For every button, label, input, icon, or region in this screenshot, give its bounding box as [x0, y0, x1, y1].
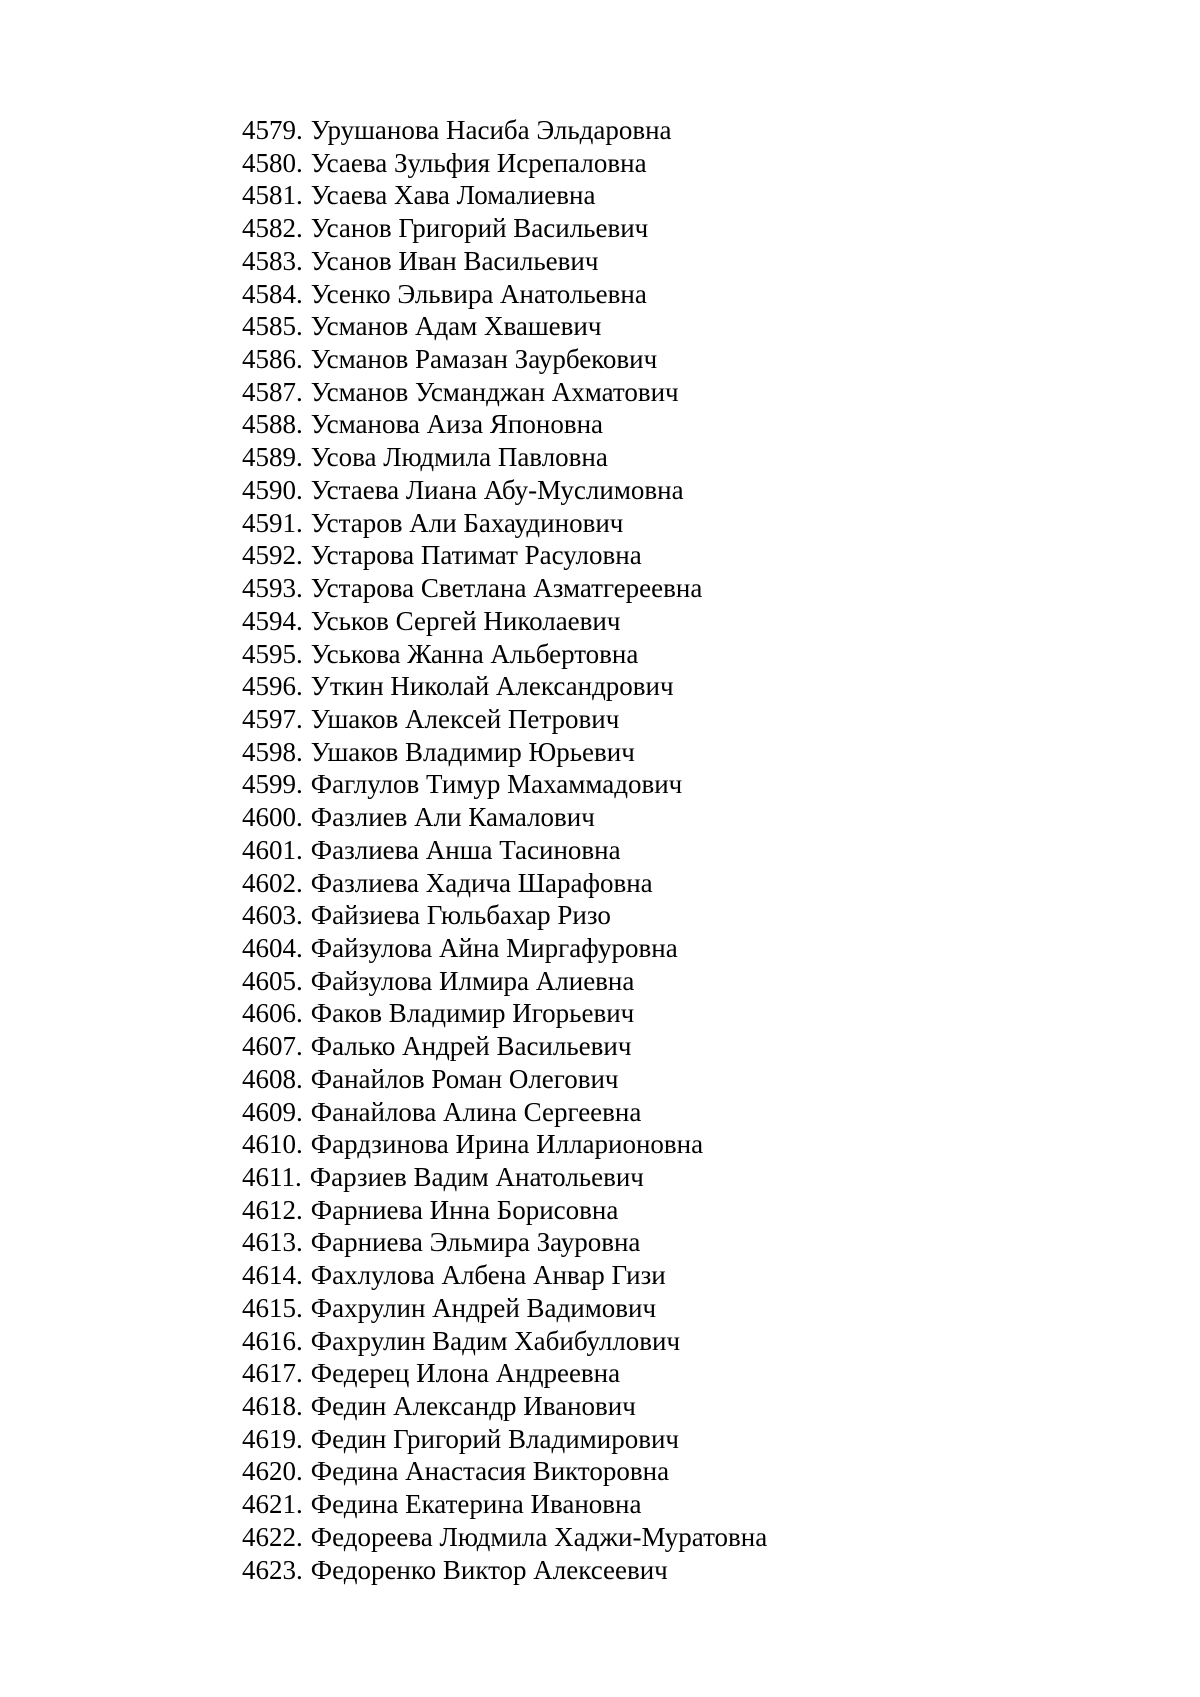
- list-item: [242, 441, 767, 474]
- list-item: [242, 343, 767, 376]
- entry-full-name: Усенко Эльвира Анатольевна: [310, 278, 647, 309]
- entry-number: 4592.: [242, 540, 303, 571]
- list-item: [242, 834, 767, 867]
- entry-full-name: Федин Григорий Владимирович: [310, 1423, 679, 1454]
- entry-number: 4611.: [242, 1162, 302, 1192]
- entry-number: 4621.: [242, 1489, 303, 1520]
- list-item: [242, 965, 767, 998]
- list-item: [242, 1325, 767, 1358]
- list-item: [242, 1259, 767, 1292]
- entry-number: 4588.: [242, 409, 303, 440]
- entry-number: 4605.: [242, 965, 303, 996]
- list-item: [242, 1128, 767, 1161]
- entry-full-name: Устаров Али Бахаудинович: [310, 507, 624, 538]
- list-item: [242, 1554, 767, 1587]
- entry-number: 4604.: [242, 932, 303, 963]
- entry-number: 4584.: [242, 278, 303, 309]
- list-item: [242, 1194, 767, 1227]
- list-item: [242, 801, 767, 834]
- entry-number: 4609.: [242, 1096, 303, 1127]
- list-item: [242, 1226, 767, 1259]
- list-item: [242, 376, 767, 409]
- list-item: [242, 212, 767, 245]
- entry-full-name: Устаева Лиана Абу-Муслимовна: [310, 474, 684, 505]
- list-item: [242, 539, 767, 572]
- list-item: [242, 736, 767, 769]
- list-item: [242, 1030, 767, 1063]
- entry-full-name: Усанов Иван Васильевич: [310, 245, 599, 276]
- entry-full-name: Федина Екатерина Ивановна: [310, 1489, 642, 1520]
- entry-number: 4607.: [242, 1031, 303, 1062]
- entry-full-name: Фарниева Эльмира Зауровна: [310, 1227, 641, 1258]
- entry-number: 4579.: [242, 115, 303, 145]
- list-item: [242, 114, 767, 147]
- list-item: [242, 703, 767, 736]
- entry-number: 4587.: [242, 376, 303, 407]
- entry-number: 4591.: [242, 507, 303, 538]
- entry-number: 4586.: [242, 344, 303, 375]
- list-item: [242, 245, 767, 278]
- entry-full-name: Устарова Патимат Расуловна: [310, 540, 642, 571]
- entry-full-name: Фахрулин Андрей Вадимович: [310, 1292, 657, 1323]
- entry-full-name: Уськов Сергей Николаевич: [310, 605, 621, 636]
- list-item: [242, 1292, 767, 1325]
- entry-full-name: Фардзинова Ирина Илларионовна: [310, 1129, 704, 1160]
- entry-number: 4593.: [242, 573, 303, 604]
- entry-number: 4596.: [242, 671, 303, 702]
- entry-full-name: Усова Людмила Павловна: [310, 442, 608, 473]
- entry-number: 4581.: [242, 180, 303, 211]
- entry-number: 4618.: [242, 1391, 303, 1422]
- entry-number: 4602.: [242, 867, 303, 898]
- entry-full-name: Уткин Николай Александрович: [310, 671, 674, 702]
- entry-number: 4615.: [242, 1292, 303, 1323]
- entry-number: 4600.: [242, 802, 303, 833]
- entry-full-name: Фалько Андрей Васильевич: [310, 1031, 632, 1062]
- list-item: [242, 147, 767, 180]
- list-item: [242, 179, 767, 212]
- entry-full-name: Фарниева Инна Борисовна: [310, 1194, 619, 1225]
- entry-full-name: Файзулова Илмира Алиевна: [310, 965, 635, 996]
- list-item: [242, 408, 767, 441]
- entry-number: 4603.: [242, 900, 303, 931]
- entry-number: 4623.: [242, 1554, 303, 1585]
- list-item: [242, 474, 767, 507]
- list-item: [242, 310, 767, 343]
- entry-full-name: Файзулова Айна Миргафуровна: [310, 932, 678, 963]
- entry-full-name: Фаглулов Тимур Махаммадович: [310, 769, 683, 800]
- entry-full-name: Усманов Адам Хвашевич: [310, 311, 602, 342]
- entry-full-name: Усанов Григорий Васильевич: [310, 213, 649, 244]
- entry-number: 4598.: [242, 736, 303, 767]
- entry-number: 4585.: [242, 311, 303, 342]
- list-item: [242, 1096, 767, 1129]
- list-item: [242, 1357, 767, 1390]
- entry-full-name: Ушаков Алексей Петрович: [310, 703, 620, 734]
- entry-number: 4617.: [242, 1358, 303, 1389]
- entry-full-name: Усаева Хава Ломалиевна: [310, 180, 596, 211]
- entry-full-name: Урушанова Насиба Эльдаровна: [310, 115, 672, 145]
- entry-full-name: Фахрулин Вадим Хабибуллович: [310, 1325, 681, 1356]
- entry-number: 4613.: [242, 1227, 303, 1258]
- list-item: [242, 932, 767, 965]
- list-item: [242, 1161, 767, 1194]
- entry-full-name: Фазлиева Хадича Шарафовна: [310, 867, 653, 898]
- list-item: [242, 899, 767, 932]
- entry-number: 4619.: [242, 1423, 303, 1454]
- list-item: [242, 638, 767, 671]
- entry-full-name: Федина Анастасия Викторовна: [310, 1456, 670, 1487]
- entry-full-name: Фазлиева Анша Тасиновна: [310, 834, 621, 865]
- list-item: [242, 605, 767, 638]
- name-list: [242, 114, 767, 1586]
- list-item: [242, 997, 767, 1030]
- entry-full-name: Фанайлов Роман Олегович: [310, 1063, 619, 1094]
- entry-number: 4610.: [242, 1129, 303, 1160]
- entry-number: 4606.: [242, 998, 303, 1029]
- entry-number: 4620.: [242, 1456, 303, 1487]
- entry-full-name: Федерец Илона Андреевна: [310, 1358, 621, 1389]
- entry-number: 4622.: [242, 1521, 303, 1552]
- entry-full-name: Факов Владимир Игорьевич: [310, 998, 635, 1029]
- entry-number: 4590.: [242, 474, 303, 505]
- entry-number: 4614.: [242, 1260, 303, 1291]
- list-item: [242, 1521, 767, 1554]
- entry-number: 4608.: [242, 1063, 303, 1094]
- list-item: [242, 278, 767, 311]
- list-item: [242, 670, 767, 703]
- entry-full-name: Фазлиев Али Камалович: [310, 802, 595, 833]
- entry-full-name: Уськова Жанна Альбертовна: [310, 638, 639, 669]
- entry-full-name: Федоренко Виктор Алексеевич: [310, 1554, 668, 1585]
- entry-full-name: Файзиева Гюльбахар Ризо: [310, 900, 611, 931]
- entry-number: 4612.: [242, 1194, 303, 1225]
- entry-number: 4595.: [242, 638, 303, 669]
- entry-number: 4582.: [242, 213, 303, 244]
- list-item: [242, 1063, 767, 1096]
- entry-full-name: Федореева Людмила Хаджи-Муратовна: [310, 1521, 768, 1552]
- entry-full-name: Устарова Светлана Азматгереевна: [310, 573, 703, 604]
- entry-number: 4601.: [242, 834, 303, 865]
- entry-number: 4599.: [242, 769, 303, 800]
- list-item: [242, 867, 767, 900]
- entry-full-name: Ушаков Владимир Юрьевич: [310, 736, 635, 767]
- list-item: [242, 1488, 767, 1521]
- entry-full-name: Усманов Усманджан Ахматович: [310, 376, 679, 407]
- list-item: [242, 768, 767, 801]
- entry-full-name: Федин Александр Иванович: [310, 1391, 636, 1422]
- entry-number: 4580.: [242, 147, 303, 178]
- list-item: [242, 507, 767, 540]
- entry-full-name: Усманов Рамазан Заурбекович: [310, 344, 658, 375]
- entry-full-name: Фахлулова Албена Анвар Гизи: [310, 1260, 666, 1291]
- entry-full-name: Фанайлова Алина Сергеевна: [310, 1096, 642, 1127]
- entry-number: 4594.: [242, 605, 303, 636]
- list-item: [242, 572, 767, 605]
- entry-number: 4597.: [242, 703, 303, 734]
- entry-full-name: Усманова Аиза Японовна: [310, 409, 604, 440]
- entry-number: 4583.: [242, 245, 303, 276]
- entry-number: 4616.: [242, 1325, 303, 1356]
- list-item: [242, 1390, 767, 1423]
- entry-full-name: Фарзиев Вадим Анатольевич: [309, 1162, 644, 1192]
- entry-full-name: Усаева Зульфия Исрепаловна: [310, 147, 647, 178]
- list-item: [242, 1423, 767, 1456]
- list-item: [242, 1455, 767, 1488]
- entry-number: 4589.: [242, 442, 303, 473]
